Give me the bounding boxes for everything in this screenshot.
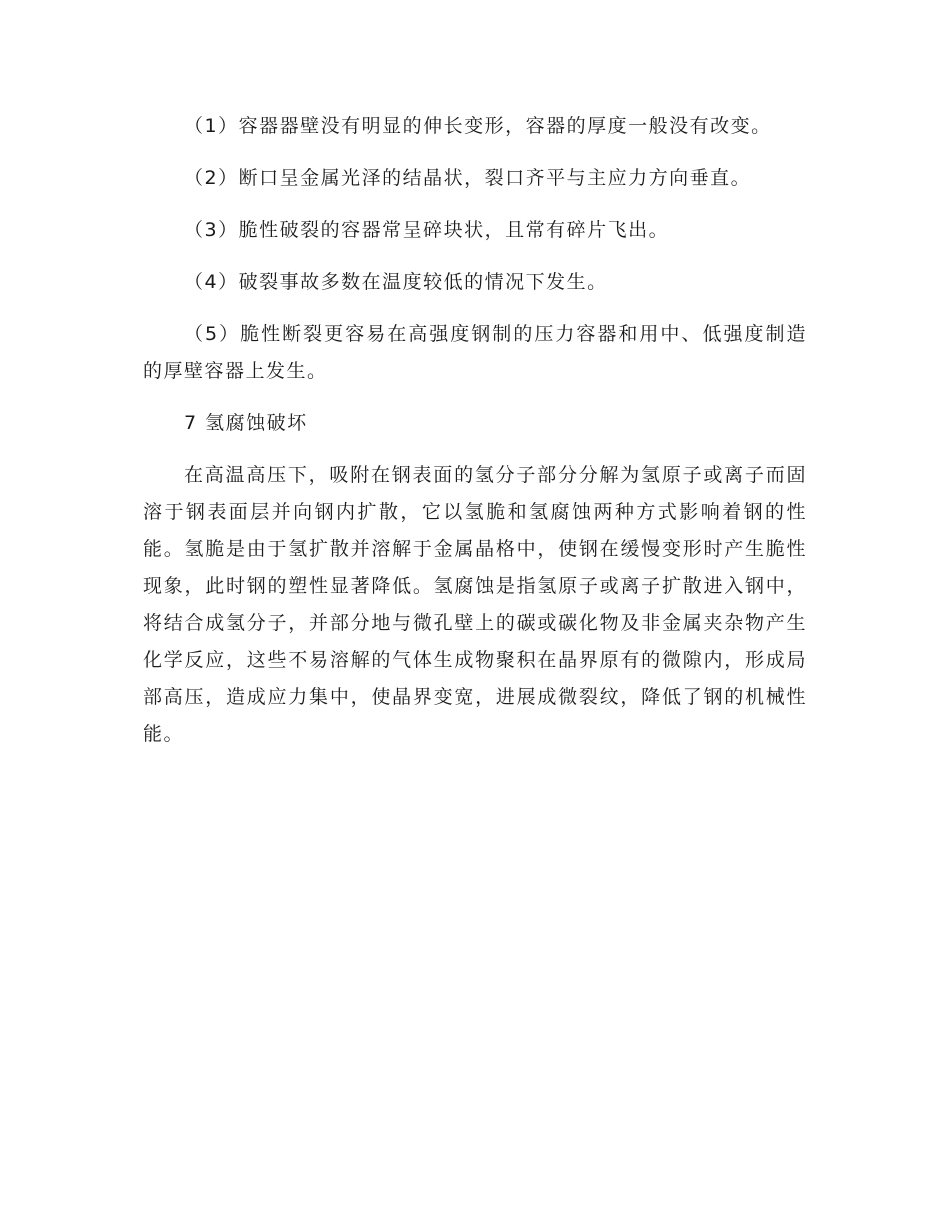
list-item-1: （1）容器器壁没有明显的伸长变形，容器的厚度一般没有改变。 bbox=[184, 115, 772, 137]
list-item-5: （5）脆性断裂更容易在高强度钢制的压力容器和用中、低强度制造的厚壁容器上发生。 bbox=[143, 323, 807, 382]
document-body bbox=[143, 108, 807, 768]
list-item-3: （3）脆性破裂的容器常呈碎块状，且常有碎片飞出。 bbox=[184, 219, 670, 241]
body-paragraph: 在高温高压下，吸附在钢表面的氢分子部分分解为氢原子或离子而固溶于钢表面层并向钢内扩散，它以氢脆和氢腐蚀两种方式影响着钢的性能。氢脆是由于氢扩散并溶解于金属晶格中，使钢在缓慢变形时产生脆性现象，此时钢的塑性显著降低。氢腐蚀是指氢原子或离子扩散进入钢中，将结合成氢分子，并部分地与微孔壁上的碳或碳化物及非金属夹杂物产生化学反应，这些不易溶解的气体生成物聚积在晶界原有的微隙内，形成局部高压，造成应力集中，使晶界变宽，进展成微裂纹，降低了钢的机械性能。 bbox=[143, 464, 807, 745]
list-item-4: （4）破裂事故多数在温度较低的情况下发生。 bbox=[184, 271, 608, 293]
list-item-2: （2）断口呈金属光泽的结晶状，裂口齐平与主应力方向垂直。 bbox=[184, 167, 752, 189]
section-heading: 7 氢腐蚀破坏 bbox=[184, 412, 308, 434]
